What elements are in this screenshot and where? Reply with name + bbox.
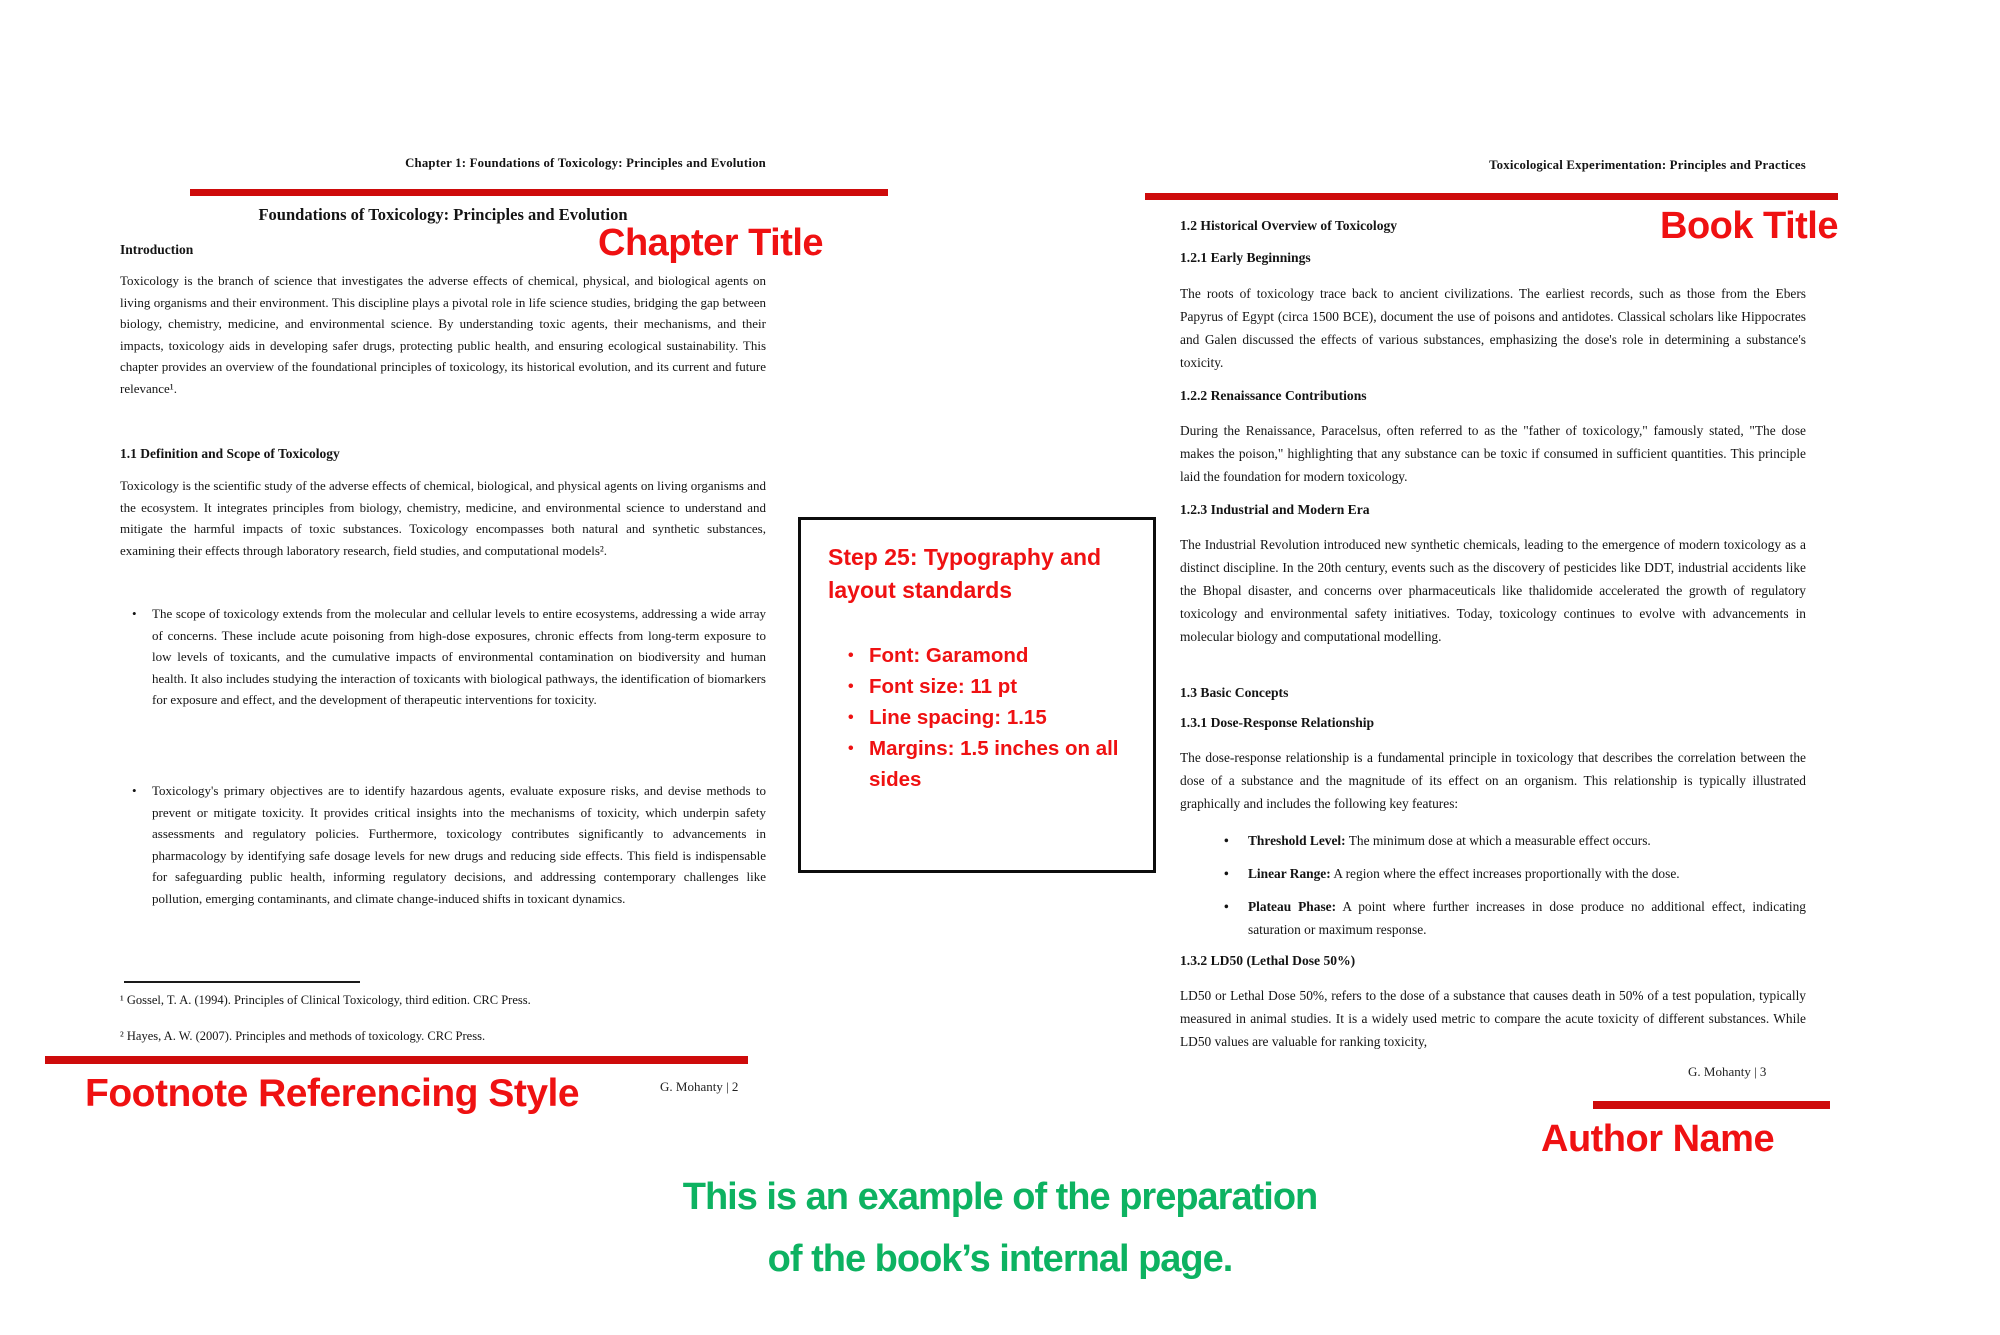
section-1-3-1-paragraph: The dose-response relationship is a fundamental principle in toxicology that describes the correlation between the dose of a substance and the magnitude of its effect on an organism. This relationship is typically illustrated graphically and includes the following key features: (1180, 750, 1806, 811)
section-1-2-1-paragraph: The roots of toxicology trace back to ancient civilizations. The earliest records, such as those from the Ebers Papyrus of Egypt (circa 1500 BCE), document the use of poisons and antidotes. Classical scholars like Hippocrates and Galen discussed the effects of various substances, emphasizing the dose's role in determining a substance's toxicity. (1180, 286, 1806, 370)
bullet-dot-icon: • (1224, 899, 1229, 914)
left-footer-rule (45, 1056, 748, 1064)
scope-bullet-item (132, 603, 766, 711)
spec-item-font-size: • Font size: 11 pt (848, 671, 1136, 702)
linear-range-bullet-item (1224, 862, 1806, 885)
intro-paragraph: Toxicology is the branch of science that investigates the adverse effects of chemical, physical, and biological agents on living organisms and their environment. This discipline plays a pivotal role in life science studies, bridging the gap between biology, chemistry, medicine, and environmental science. By understanding toxic agents, their mechanisms, and their impacts, toxicology aids in developing safer drugs, protecting public health, and ensuring ecological sustainability. This chapter provides an overview of the foundational principles of toxicology, its historical evolution, and its current and future relevance¹. (120, 273, 766, 396)
right-footer-rule (1593, 1101, 1830, 1109)
section-1-3-2-heading: 1.3.2 LD50 (Lethal Dose 50%) (1180, 953, 1356, 968)
section-1-2-3-paragraph: The Industrial Revolution introduced new synthetic chemicals, leading to the emergence of modern toxicology as a distinct discipline. In the 20th century, events such as the discovery of pesticides like DDT, industrial accidents like the Bhopal disaster, and concerns over pharmaceuticals like thalidomide accelerated the growth of regulatory toxicology and environmental safety initiatives. Today, toxicology continues to evolve with advancements in molecular biology and computational modelling. (1180, 537, 1806, 644)
right-running-header: Toxicological Experimentation: Principles and Practices (1489, 158, 1806, 172)
section-1-2-heading: 1.2 Historical Overview of Toxicology (1180, 218, 1398, 233)
footnote-divider (124, 981, 360, 983)
spec-list (848, 640, 1136, 795)
bullet-lead: Plateau Phase: (1248, 899, 1337, 914)
bullet-lead: Threshold Level: (1248, 833, 1346, 848)
bullet-text: A region where the effect increases proportionally with the dose. (1333, 866, 1680, 881)
section-1-2-1-heading: 1.2.1 Early Beginnings (1180, 250, 1311, 265)
section-1-2-3-heading: 1.2.3 Industrial and Modern Era (1180, 502, 1370, 517)
section-1-3-1-heading: 1.3.1 Dose-Response Relationship (1180, 715, 1375, 730)
left-header-rule (190, 189, 888, 196)
bullet-text: The scope of toxicology extends from the molecular and cellular levels to entire ecosystems, addressing a wide array of concerns. These include acute poisoning from high-dose exposures, chronic effects from long-term exposure to low levels of toxicants, and the cumulative impacts of environmental contamination on biodiversity and human health. It also includes studying the interaction of toxicants with biological pathways, the identification of biomarkers for exposure and effect, and the development of therapeutic interventions for toxicity. (152, 606, 766, 707)
objectives-bullet-item (132, 780, 766, 909)
author-name-annotation: Author Name (1541, 1118, 1775, 1160)
bullet-dot-icon: • (132, 783, 137, 798)
intro-heading: Introduction (120, 242, 194, 257)
typography-spec-box (798, 517, 1156, 873)
chapter-title: Foundations of Toxicology: Principles and Evolution (258, 205, 628, 224)
bullet-dot-icon: • (1224, 833, 1229, 848)
section-1-2-2-paragraph: During the Renaissance, Paracelsus, often referred to as the "father of toxicology," famously stated, "The dose makes the poison," highlighting that any substance can be toxic if consumed in sufficient quantities. This principle laid the foundation for modern toxicology. (1180, 423, 1806, 484)
bullet-lead: Linear Range: (1248, 866, 1331, 881)
left-book-page (120, 0, 766, 1335)
right-page-number: G. Mohanty | 3 (1688, 1064, 1767, 1079)
bullet-dot-icon: • (132, 606, 137, 621)
spec-box-title: Step 25: Typography and layout standards (828, 544, 1102, 603)
bullet-text: Toxicology's primary objectives are to identify hazardous agents, evaluate exposure risks, and devise methods to prevent or mitigate toxicity. It provides critical insights into the mechanisms of toxicity, which underpin safety assessments and regulatory policies. Furthermore, toxicology contributes significantly to advancements in pharmacology by identifying safe dosage levels for new drugs and reducing side effects. This field is indispensable for safeguarding public health, informing regulatory decisions, and addressing contemporary challenges like pollution, emerging contaminants, and climate change-induced shifts in toxicant dynamics. (152, 783, 766, 906)
footnote-2: ² Hayes, A. W. (2007). Principles and methods of toxicology. CRC Press. (120, 1029, 486, 1043)
chapter-title-annotation: Chapter Title (598, 222, 824, 264)
spec-item-font: • Font: Garamond (848, 640, 1136, 671)
left-page-number: G. Mohanty | 2 (660, 1079, 739, 1094)
bullet-dot-icon: • (1224, 866, 1229, 881)
left-running-header: Chapter 1: Foundations of Toxicology: Principles and Evolution (405, 156, 766, 170)
right-header-rule (1145, 193, 1838, 200)
threshold-bullet-item (1224, 829, 1806, 852)
spec-item-line-spacing: • Line spacing: 1.15 (848, 702, 1136, 733)
caption-line-1: This is an example of the preparation (682, 1176, 1318, 1218)
bullet-text: A point where further increases in dose produce no additional effect, indicating saturation or maximum response. (1248, 899, 1806, 937)
example-caption (500, 1166, 1500, 1290)
bullet-text: The minimum dose at which a measurable effect occurs. (1348, 833, 1651, 848)
book-title-annotation: Book Title (1660, 205, 1838, 247)
section-1-2-2-heading: 1.2.2 Renaissance Contributions (1180, 388, 1367, 403)
section-1-1-paragraph: Toxicology is the scientific study of the adverse effects of chemical, biological, and physical agents on living organisms and the ecosystem. It integrates principles from biology, chemistry, medicine, and environmental science to understand and mitigate the harmful impacts of toxic substances. Toxicology encompasses both natural and synthetic substances, examining their effects through laboratory research, field studies, and computational models². (120, 478, 766, 558)
plateau-phase-bullet-item (1224, 895, 1806, 941)
section-1-3-heading: 1.3 Basic Concepts (1180, 685, 1289, 700)
footnote-1: ¹ Gossel, T. A. (1994). Principles of Clinical Toxicology, third edition. CRC Press. (120, 993, 531, 1007)
spec-item-margins: • Margins: 1.5 inches on all sides (848, 733, 1136, 795)
footnote-style-annotation: Footnote Referencing Style (85, 1072, 580, 1115)
section-1-3-2-paragraph: LD50 or Lethal Dose 50%, refers to the dose of a substance that causes death in 50% of a test population, typically measured in animal studies. It is a widely used metric to compare the acute toxicity of different substances. While LD50 values are valuable for ranking toxicity, (1180, 988, 1806, 1049)
caption-line-2: of the book’s internal page. (767, 1238, 1233, 1280)
section-1-1-heading: 1.1 Definition and Scope of Toxicology (120, 446, 340, 461)
